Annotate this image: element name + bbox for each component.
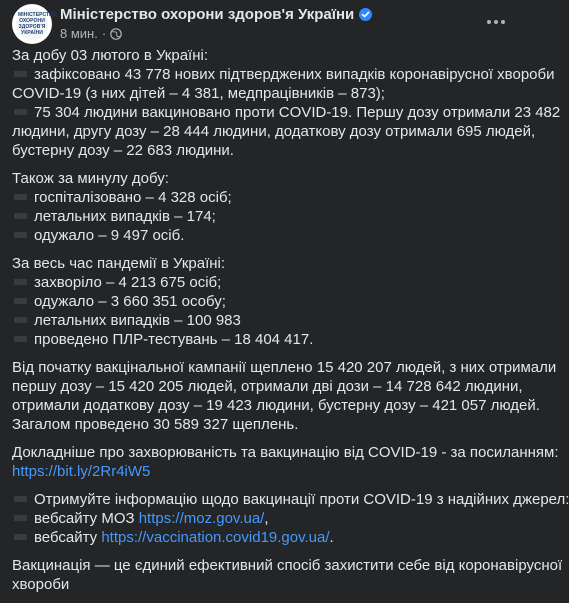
list-item: летальних випадків – 174; bbox=[12, 207, 514, 226]
page-avatar[interactable] bbox=[12, 4, 57, 44]
meta-separator: · bbox=[101, 26, 107, 41]
more-options-icon[interactable] bbox=[484, 12, 508, 32]
text-line: Загалом проведено 30 589 327 щеплень. bbox=[12, 416, 299, 433]
bullet-emoji-icon bbox=[14, 336, 27, 342]
daily-heading: За добу 03 лютого в Україні: bbox=[12, 47, 209, 64]
post-header bbox=[12, 4, 510, 46]
bullet-emoji-icon bbox=[14, 534, 27, 540]
text-line: Від початку вакцінальної кампанії щеплено 15 420 207 людей, з них отримали bbox=[12, 359, 557, 376]
paragraph-pandemic-total bbox=[12, 254, 514, 349]
list-item: летальних випадків – 100 983 bbox=[12, 311, 514, 330]
post-timestamp[interactable]: 8 мин. bbox=[60, 26, 98, 41]
paragraph-last-day bbox=[12, 169, 514, 245]
list-item: вебсайту https://vaccination.covid19.gov.ua/. bbox=[12, 528, 514, 547]
text-line: Вакцинація — це єдиний ефективний спосіб захистити себе від коронавірусної bbox=[12, 557, 563, 574]
post-meta bbox=[60, 26, 122, 41]
text-line: отримали додаткову дозу – 19 423 людини, бустерну дозу – 421 057 людей. bbox=[12, 397, 540, 414]
paragraph-trusted-sources bbox=[12, 490, 569, 547]
list-item: 75 304 людини вакциновано проти COVID-19. Першу дозу отримали 23 482 bbox=[12, 103, 514, 122]
post-text bbox=[12, 46, 569, 603]
bullet-emoji-icon bbox=[14, 213, 27, 219]
globe-icon[interactable] bbox=[110, 28, 122, 40]
paragraph-vaccination-campaign bbox=[12, 358, 557, 434]
text-line: Докладніше про захворюваність та вакцинацію від COVID-19 - за посиланням: bbox=[12, 444, 559, 461]
bullet-emoji-icon bbox=[14, 298, 27, 304]
bullet-emoji-icon bbox=[14, 317, 27, 323]
bullet-emoji-icon bbox=[14, 232, 27, 238]
list-item: захворіло – 4 213 675 осіб; bbox=[12, 273, 514, 292]
trusted-sources-heading: Отримуйте інформацію щодо вакцинації проти COVID-19 з надійних джерел: bbox=[12, 490, 514, 509]
page-name-link[interactable]: Міністерство охорони здоров'я України bbox=[60, 6, 355, 23]
moz-website-link[interactable]: https://moz.gov.ua/ bbox=[138, 510, 265, 527]
list-item-continuation: бустерну дозу – 22 683 людини. bbox=[12, 142, 234, 159]
last-day-heading: Також за минулу добу: bbox=[12, 170, 169, 187]
list-item: зафіксовано 43 778 нових підтверджених випадків коронавірусної хвороби bbox=[12, 65, 514, 84]
bullet-emoji-icon bbox=[14, 109, 27, 115]
vaccination-website-link[interactable]: https://vaccination.covid19.gov.ua/ bbox=[101, 529, 330, 546]
bullet-emoji-icon bbox=[14, 194, 27, 200]
details-link[interactable]: https://bit.ly/2Rr4iW5 bbox=[12, 463, 151, 480]
list-item: одужало – 9 497 осіб. bbox=[12, 226, 514, 245]
paragraph-daily-stats bbox=[12, 46, 561, 160]
bullet-emoji-icon bbox=[14, 71, 27, 77]
list-item: одужало – 3 660 351 особу; bbox=[12, 292, 514, 311]
avatar-logo bbox=[16, 8, 57, 40]
list-item-continuation: COVID-19 (з них дітей – 4 381, медпрацівників – 873); bbox=[12, 85, 385, 102]
text-line: першу дозу – 15 420 205 людей, отримали дві дози – 14 728 642 людини, bbox=[12, 378, 523, 395]
pandemic-heading: За весь час пандемії в Україні: bbox=[12, 255, 226, 272]
text-line: хвороби bbox=[12, 576, 70, 593]
paragraph-closing bbox=[12, 556, 563, 594]
avatar-logo-text: МІНІСТЕРСТВО ОХОРОНИ ЗДОРОВ'Я УКРАЇНИ bbox=[18, 12, 57, 36]
bullet-emoji-icon bbox=[14, 515, 27, 521]
list-item: вебсайту МОЗ https://moz.gov.ua/, bbox=[12, 509, 514, 528]
verified-badge-icon bbox=[359, 8, 372, 21]
text-line bbox=[12, 462, 514, 481]
page-name-row bbox=[60, 6, 372, 23]
list-item: госпіталізовано – 4 328 осіб; bbox=[12, 188, 514, 207]
list-item-continuation: людини, другу дозу – 28 444 людини, додаткову дозу отримали 695 людей, bbox=[12, 123, 536, 140]
list-item: проведено ПЛР-тестувань – 18 404 417. bbox=[12, 330, 514, 349]
paragraph-details-link bbox=[12, 443, 559, 481]
bullet-emoji-icon bbox=[14, 279, 27, 285]
bullet-emoji-icon bbox=[14, 496, 27, 502]
